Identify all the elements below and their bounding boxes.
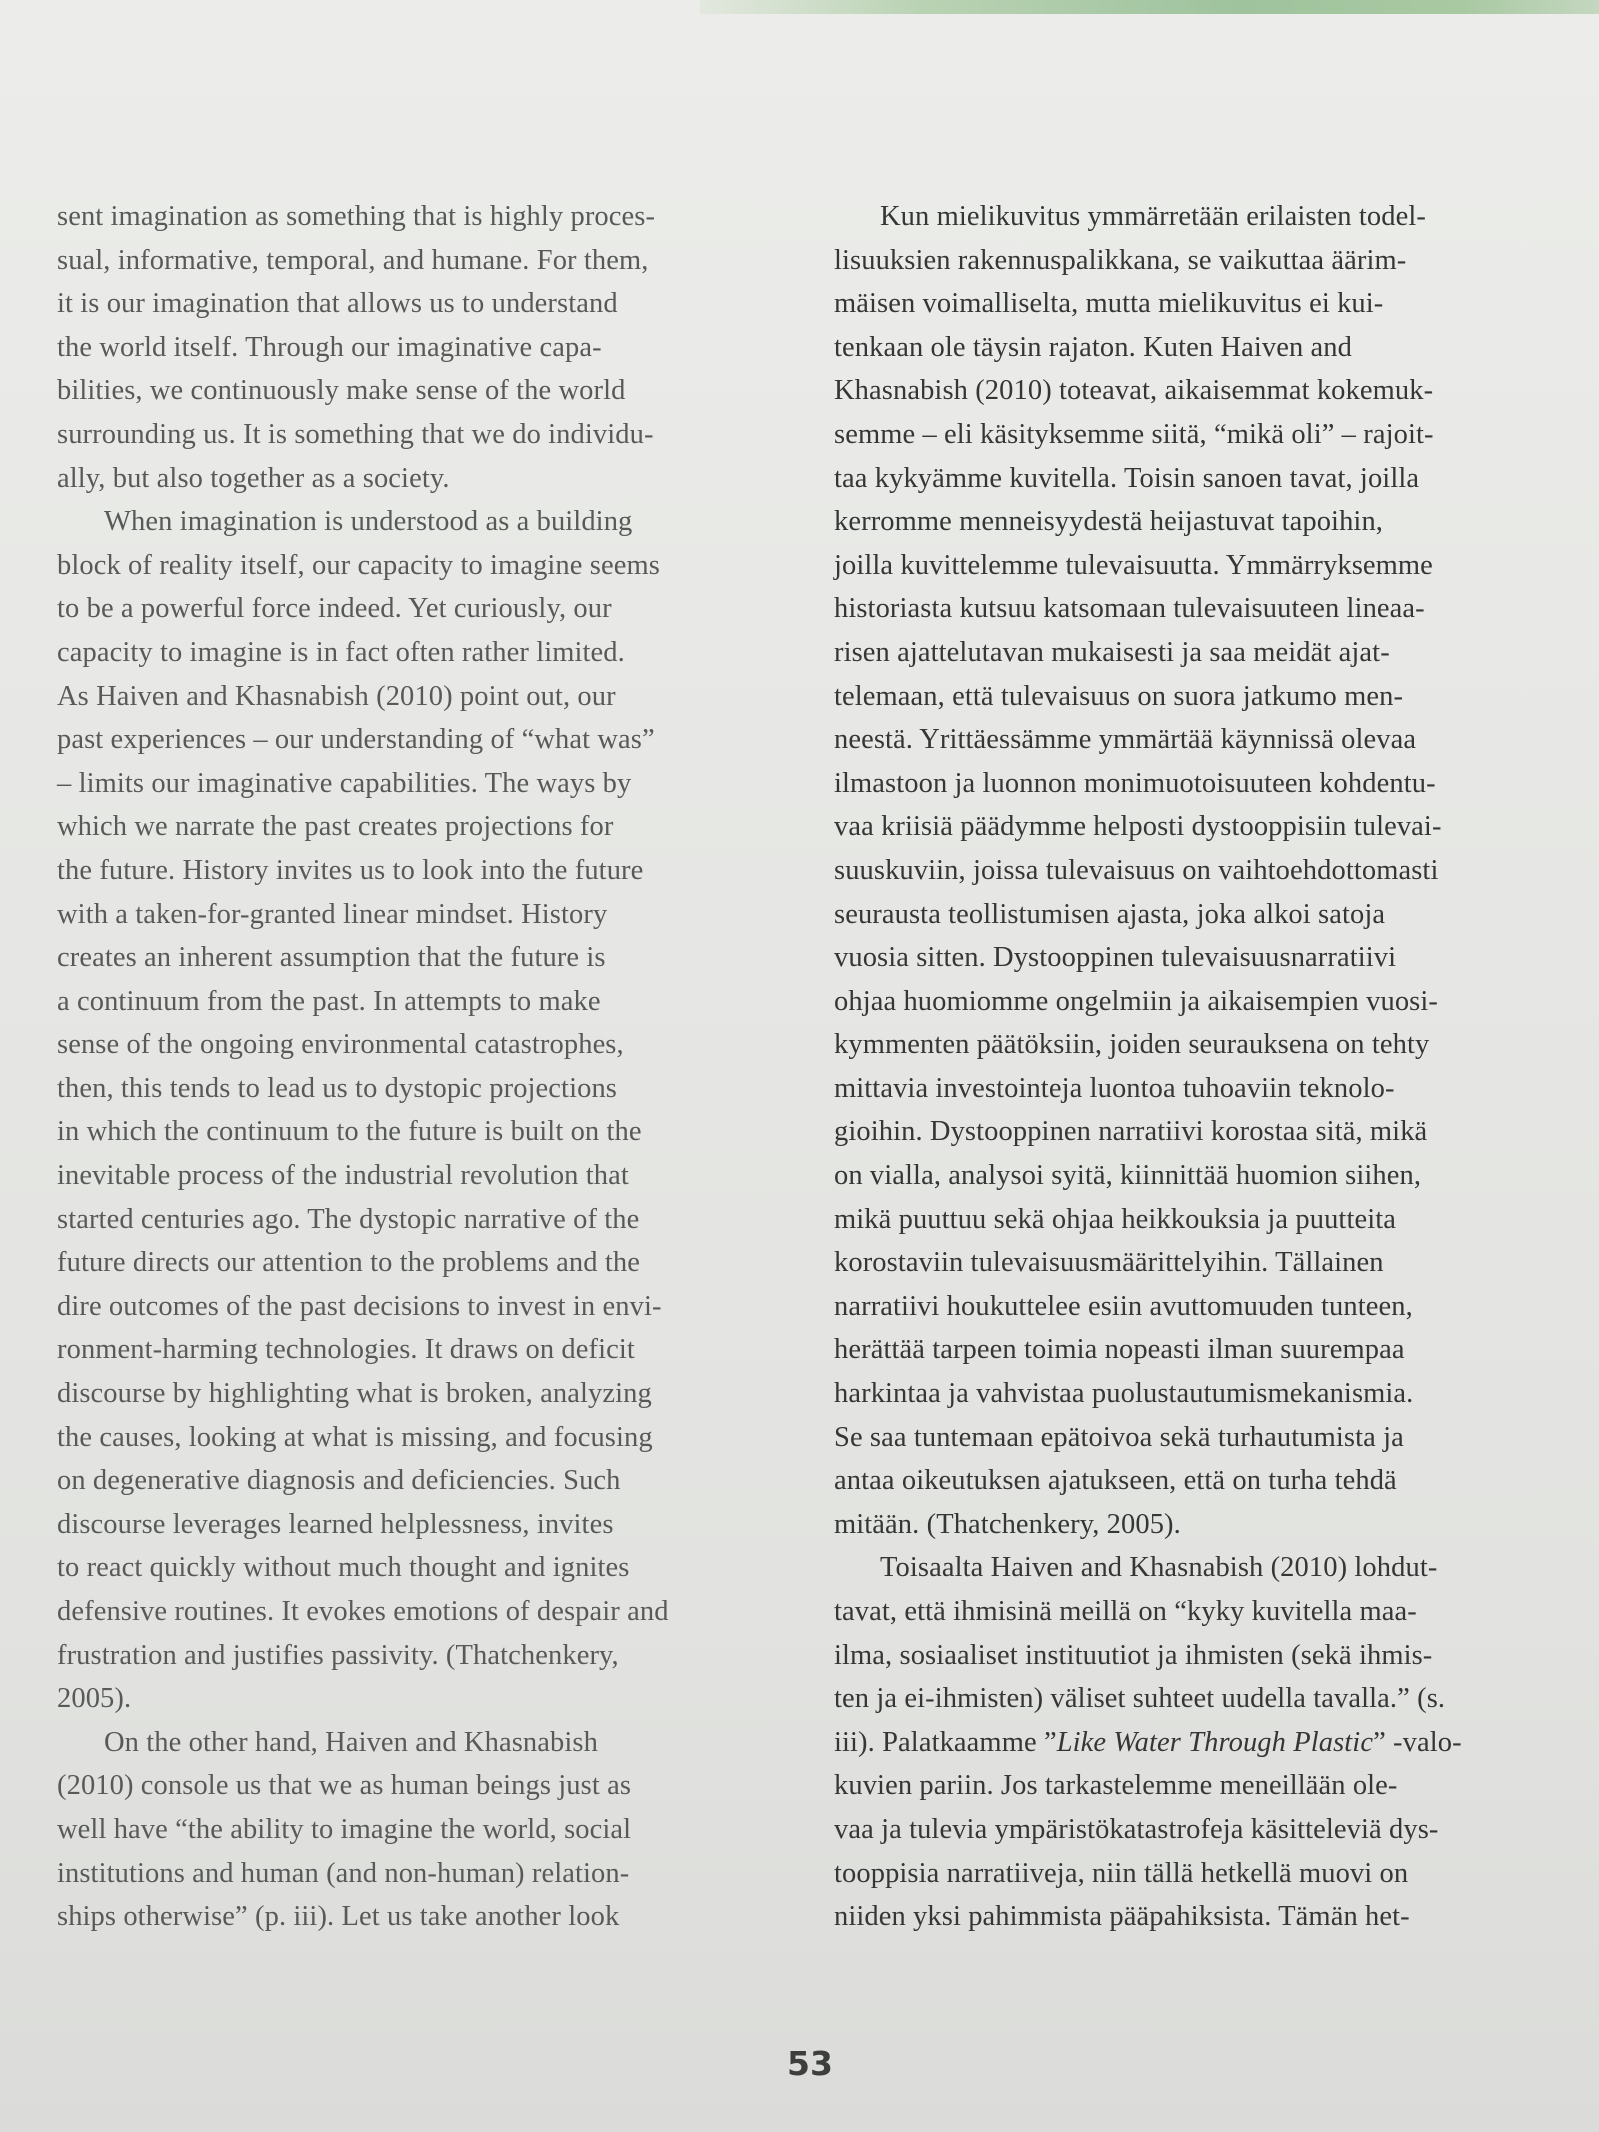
text-line: kerromme menneisyydestä heijastuvat tapoihin, — [834, 506, 1384, 538]
text-line: ronment-harming technologies. It draws on deficit — [57, 1334, 635, 1366]
text-line: mikä puuttuu sekä ohjaa heikkouksia ja puutteita — [834, 1203, 1396, 1235]
text-line: on degenerative diagnosis and deficiencies. Such — [57, 1465, 621, 1497]
text-line: vaa ja tulevia ympäristökatastrofeja käsitteleviä dys- — [834, 1813, 1439, 1845]
text-line: it is our imagination that allows us to understand — [57, 288, 618, 320]
text-line: Khasnabish (2010) toteavat, aikaisemmat kokemuk- — [834, 375, 1434, 407]
text-line: which we narrate the past creates projections for — [57, 811, 614, 843]
text-line: harkintaa ja vahvistaa puolustautumismekanismia. — [834, 1378, 1414, 1410]
text-line: As Haiven and Khasnabish (2010) point out, our — [57, 680, 616, 712]
text-line: telemaan, että tulevaisuus on suora jatkumo men- — [834, 680, 1404, 712]
text-line: on vialla, analysoi syitä, kiinnittää huomion siihen, — [834, 1160, 1422, 1192]
text-line: ships otherwise” (p. iii). Let us take another look — [57, 1901, 620, 1933]
text-line: – limits our imaginative capabilities. The ways by — [57, 767, 632, 799]
text-line: then, this tends to lead us to dystopic projections — [57, 1072, 617, 1104]
page-number: 53 — [787, 2044, 833, 2083]
text-line: Kun mielikuvitus ymmärretään erilaisten todel- — [880, 201, 1426, 232]
text-line: kuvien pariin. Jos tarkastelemme meneillään ole- — [834, 1770, 1398, 1802]
text-line: mittavia investointeja luontoa tuhoaviin teknolo- — [834, 1072, 1395, 1104]
text-line: with a taken-for-granted linear mindset. History — [57, 898, 608, 930]
text-line: (2010) console us that we as human beings just as — [57, 1770, 632, 1802]
text-line: taa kykyämme kuvitella. Toisin sanoen tavat, joilla — [834, 462, 1420, 494]
text-line: in which the continuum to the future is built on the — [57, 1116, 642, 1148]
text-line: block of reality itself, our capacity to imagine seems — [57, 549, 660, 581]
text-line: tavat, että ihmisinä meillä on “kyky kuvitella maa- — [834, 1596, 1417, 1627]
text-line: korostaviin tulevaisuusmäärittelyihin. Tällainen — [834, 1247, 1384, 1279]
text-line: joilla kuvittelemme tulevaisuutta. Ymmärryksemme — [834, 549, 1433, 581]
text-line: On the other hand, Haiven and Khasnabish — [104, 1726, 598, 1758]
text-line: vaa kriisiä päädymme helposti dystooppisiin tulevai- — [834, 811, 1442, 843]
text-line: ohjaa huomiomme ongelmiin ja aikaisempien vuosi- — [834, 985, 1438, 1017]
finnish-text-column — [834, 195, 1559, 1939]
text-line: discourse by highlighting what is broken, analyzing — [57, 1378, 652, 1410]
text-line: ten ja ei-ihmisten) väliset suhteet uudella tavalla.” (s. — [834, 1683, 1446, 1715]
text-line: niiden yksi pahimmista pääpahiksista. Tämän het- — [834, 1901, 1410, 1933]
photo-series-title: Like Water Through Plastic — [1056, 1726, 1374, 1758]
text-line: discourse leverages learned helplessness, invites — [57, 1508, 614, 1540]
text-line: the causes, looking at what is missing, and focusing — [57, 1421, 653, 1453]
text-line: dire outcomes of the past decisions to invest in envi- — [57, 1290, 662, 1322]
text-line: ilma, sosiaaliset instituutiot ja ihmisten (sekä ihmis- — [834, 1639, 1433, 1671]
text-line: capacity to imagine is in fact often rather limited. — [57, 636, 625, 668]
text-line: kymmenten päätöksiin, joiden seurauksena on tehty — [834, 1029, 1430, 1061]
text-line: suuskuviin, joissa tulevaisuus on vaihtoehdottomasti — [834, 854, 1439, 886]
text-line: the future. History invites us to look into the future — [57, 854, 644, 886]
text-line: antaa oikeutuksen ajatukseen, että on turha tehdä — [834, 1465, 1397, 1497]
english-text-column — [57, 195, 797, 1939]
text-line: institutions and human (and non-human) relation- — [57, 1857, 630, 1889]
text-line: the world itself. Through our imaginative capa- — [57, 331, 602, 363]
text-line: frustration and justifies passivity. (Thatchenkery, — [57, 1639, 619, 1671]
text-line: defensive routines. It evokes emotions of despair and — [57, 1596, 669, 1627]
text-line: tooppisia narratiiveja, niin tällä hetkellä muovi on — [834, 1857, 1409, 1889]
text-line: iii). Palatkaamme ”Like Water Through Plastic” -valo- — [834, 1726, 1462, 1758]
text-line: tenkaan ole täysin rajaton. Kuten Haiven and — [834, 331, 1353, 363]
text-line: inevitable process of the industrial revolution that — [57, 1160, 629, 1192]
text-line: ilmastoon ja luonnon monimuotoisuuteen kohdentu- — [834, 767, 1436, 799]
text-line: herättää tarpeen toimia nopeasti ilman suurempaa — [834, 1334, 1405, 1366]
text-line: lisuuksien rakennuspalikkana, se vaikuttaa äärim- — [834, 244, 1407, 276]
text-line: mitään. (Thatchenkery, 2005). — [834, 1508, 1181, 1540]
text-line: Se saa tuntemaan epätoivoa sekä turhautumista ja — [834, 1421, 1404, 1453]
facing-page-edge — [700, 0, 1599, 14]
text-line: 2005). — [57, 1683, 132, 1715]
text-line: past experiences – our understanding of “what was” — [57, 724, 655, 756]
text-line: vuosia sitten. Dystooppinen tulevaisuusnarratiivi — [834, 942, 1397, 974]
text-line: seurausta teollistumisen ajasta, joka alkoi satoja — [834, 898, 1386, 930]
text-line: narratiivi houkuttelee esiin avuttomuuden tunteen, — [834, 1290, 1413, 1322]
text-line: a continuum from the past. In attempts to make — [57, 985, 601, 1017]
text-line: gioihin. Dystooppinen narratiivi korostaa sitä, mikä — [834, 1116, 1428, 1148]
text-line: neestä. Yrittäessämme ymmärtää käynnissä olevaa — [834, 724, 1417, 756]
text-line: started centuries ago. The dystopic narrative of the — [57, 1203, 640, 1235]
text-line: to be a powerful force indeed. Yet curiously, our — [57, 593, 612, 625]
text-line: future directs our attention to the problems and the — [57, 1247, 640, 1279]
text-line: ally, but also together as a society. — [57, 462, 450, 494]
text-line: When imagination is understood as a building — [104, 506, 633, 538]
text-line: to react quickly without much thought and ignites — [57, 1552, 630, 1584]
text-line: historiasta kutsuu katsomaan tulevaisuuteen lineaa- — [834, 593, 1425, 625]
text-line: Toisaalta Haiven and Khasnabish (2010) lohdut- — [880, 1552, 1438, 1584]
text-line: sense of the ongoing environmental catastrophes, — [57, 1029, 624, 1061]
text-line: creates an inherent assumption that the future is — [57, 942, 606, 974]
text-line: semme – eli käsityksemme siitä, “mikä oli” – rajoit- — [834, 418, 1434, 450]
text-line: well have “the ability to imagine the world, social — [57, 1813, 632, 1845]
text-line: sent imagination as something that is highly proces- — [57, 201, 656, 232]
text-line: mäisen voimalliselta, mutta mielikuvitus ei kui- — [834, 288, 1384, 320]
text-line: bilities, we continuously make sense of the world — [57, 375, 626, 407]
text-line: surrounding us. It is something that we do individu- — [57, 418, 654, 450]
text-line: risen ajattelutavan mukaisesti ja saa meidät ajat- — [834, 636, 1390, 668]
text-line: sual, informative, temporal, and humane. For them, — [57, 244, 649, 276]
